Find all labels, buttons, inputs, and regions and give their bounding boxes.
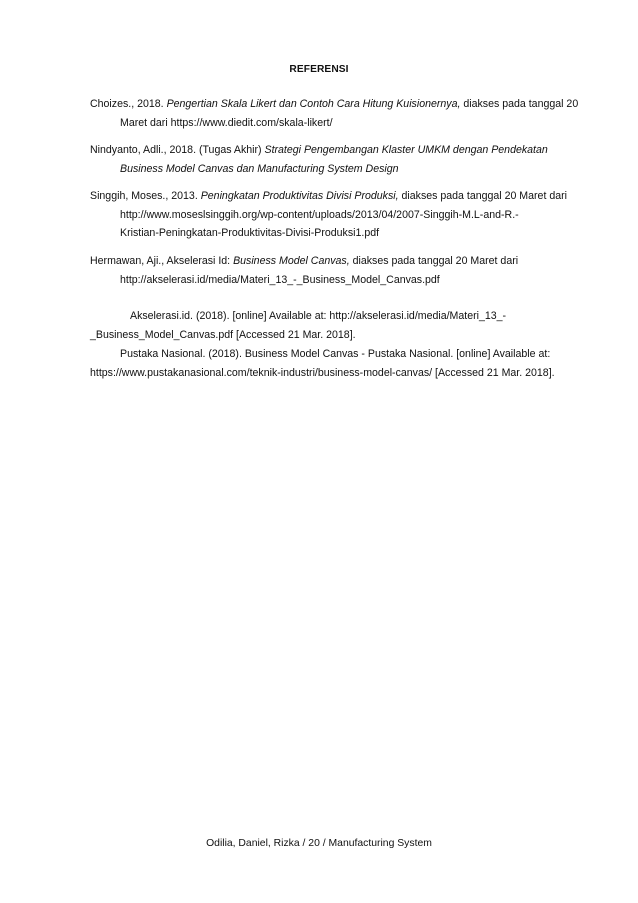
reference-title: Pengertian Skala Likert dan Contoh Cara Hitung Kuisionernya,: [166, 98, 461, 110]
reference-text: diakses pada tanggal 20 Maret dari: [398, 190, 567, 202]
reference-title: Business Model Canvas dan Manufacturing System Design: [120, 162, 399, 175]
reference-author: Choizes., 2018.: [90, 98, 167, 110]
reference-text: http://www.moseslsinggih.org/wp-content/uploads/2013/04/2007-Singgih-M.L-and-R.-: [120, 208, 519, 221]
reference-text: Kristian-Peningkatan-Produktivitas-Divisi-Produksi1.pdf: [120, 227, 380, 239]
reference-author: Singgih, Moses., 2013.: [90, 190, 201, 202]
reference-text: diakses pada tanggal 20: [460, 98, 579, 110]
reference-item: [90, 187, 588, 243]
reference-author: Hermawan, Aji., Akselerasi Id:: [90, 255, 234, 267]
reference-item: [90, 141, 588, 178]
reference-title: Business Model Canvas,: [233, 255, 350, 267]
reference-text: Pustaka Nasional. (2018). Business Model Canvas - Pustaka Nasional. [online] Available at:: [120, 348, 551, 360]
reference-line: [90, 141, 588, 160]
page-title: REFERENSI: [289, 64, 349, 75]
reference-text: Maret dari https://www.diedit.com/skala-likert/: [120, 116, 333, 129]
reference-line: [90, 252, 588, 271]
reference-item: [90, 307, 590, 344]
reference-text: http://akselerasi.id/media/Materi_13_-_Business_Model_Canvas.pdf: [120, 273, 440, 286]
reference-title: Peningkatan Produktivitas Divisi Produksi,: [200, 190, 399, 202]
reference-text: _Business_Model_Canvas.pdf [Accessed 21 Mar. 2018].: [90, 328, 356, 341]
page-footer: Odilia, Daniel, Rizka / 20 / Manufacturing System: [206, 838, 432, 849]
reference-line: [90, 95, 588, 114]
reference-item: [90, 252, 588, 289]
reference-text: Akselerasi.id. (2018). [online] Available at: http://akselerasi.id/media/Materi_13_-: [130, 310, 507, 322]
reference-line: [90, 187, 588, 206]
reference-item: [90, 95, 588, 132]
reference-author: Nindyanto, Adli., 2018. (Tugas Akhir): [90, 144, 265, 156]
reference-text: diakses pada tanggal 20 Maret dari: [349, 255, 519, 267]
reference-title: Strategi Pengembangan Klaster UMKM dengan Pendekatan: [264, 144, 548, 156]
reference-item: [90, 345, 590, 382]
reference-text: https://www.pustakanasional.com/teknik-industri/business-model-canvas/ [Accessed 21 Mar. 2018].: [90, 366, 555, 379]
